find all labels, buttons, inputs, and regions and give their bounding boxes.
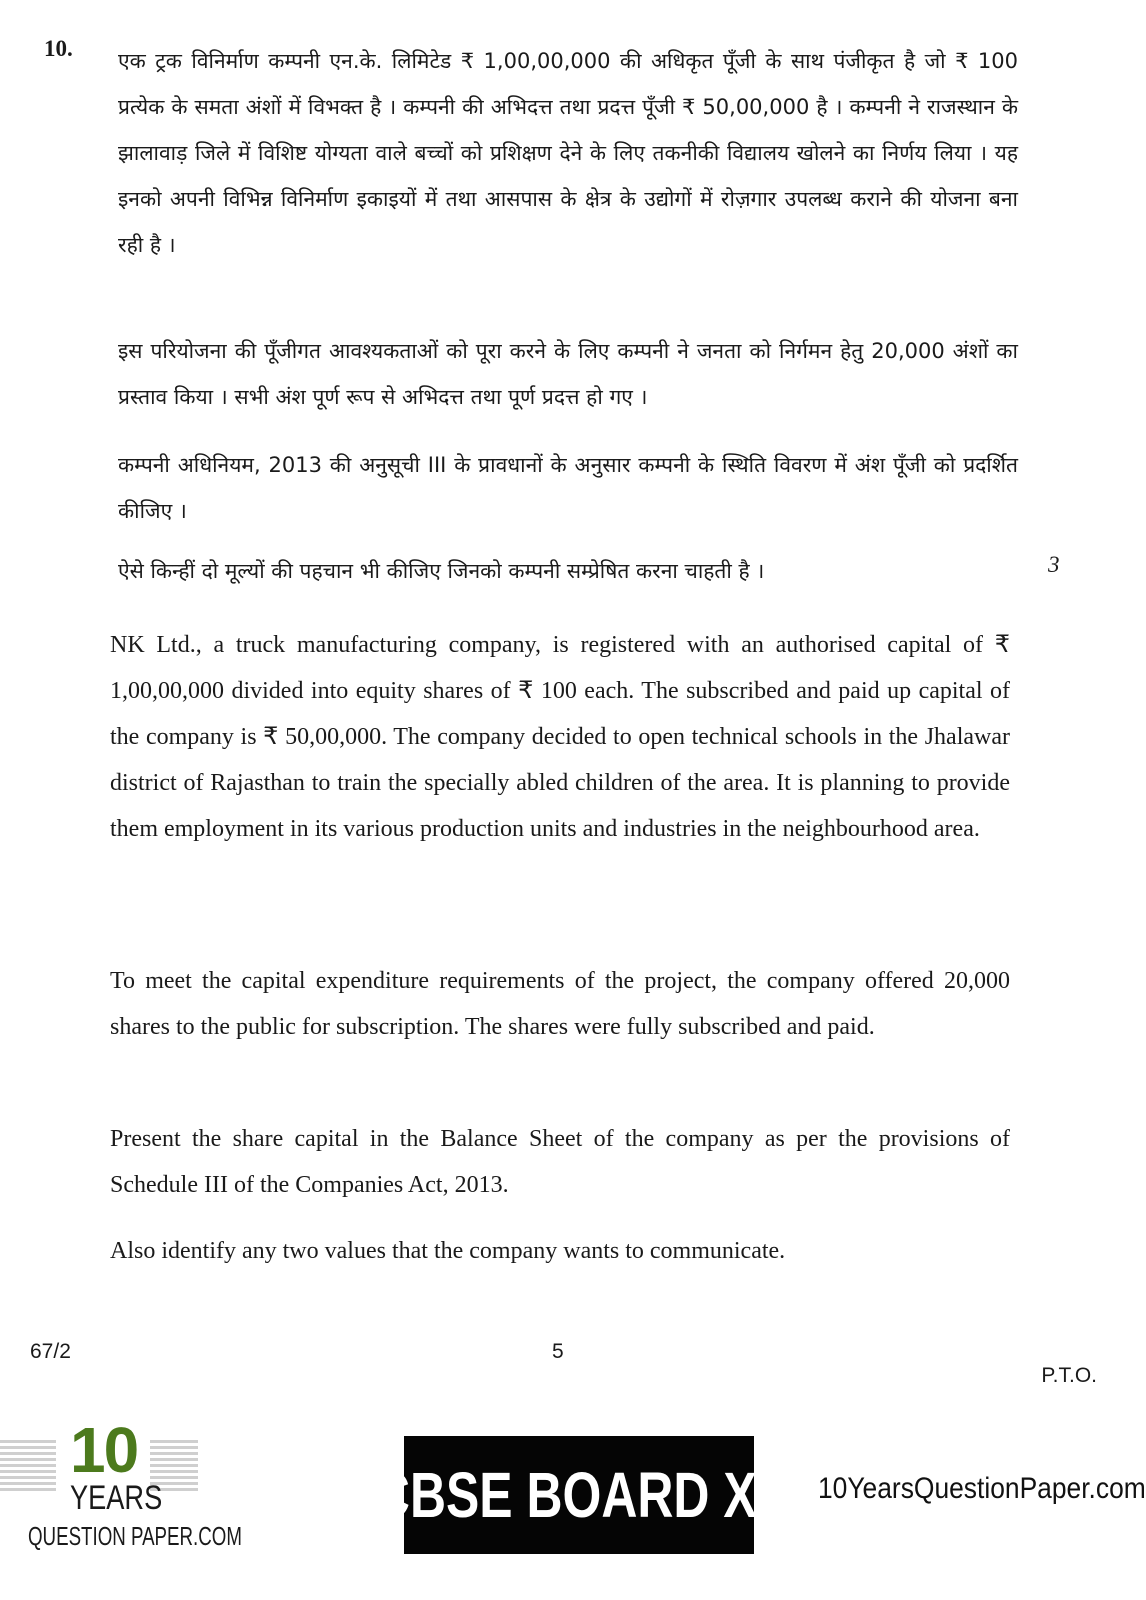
- english-paragraph-1: NK Ltd., a truck manufacturing company, is registered with an authorised capital of ₹ 1,00,00,000 divided into equity shares of ₹ 100 each. The subscribed and paid up capital of the company is ₹ 50,00,000. The company decided to open technical schools in the Jhalawar district of Rajasthan to train the specially abled children of the area. It is planning to provide them employment in its various production units and industries in the neighbourhood area.: [110, 632, 1010, 842]
- hindi-paragraph-3: कम्पनी अधिनियम, 2013 की अनुसूची III के प्रावधानों के अनुसार कम्पनी के स्थिति विवरण में अंश पूँजी को प्रदर्शित कीजिए ।: [118, 453, 1018, 523]
- page-number: 5: [552, 1340, 564, 1363]
- hindi-paragraph-4: ऐसे किन्हीं दो मूल्यों की पहचान भी कीजिए जिनको कम्पनी सम्प्रेषित करना चाहती है ।: [118, 559, 765, 583]
- english-paragraph-4: Also identify any two values that the company wants to communicate.: [110, 1238, 786, 1264]
- question-number: 10.: [44, 36, 73, 61]
- footer-banner: [0, 1414, 1146, 1600]
- logo-site: QUESTION PAPER.COM: [28, 1521, 242, 1551]
- question-marks: 3: [1048, 552, 1060, 577]
- english-paragraph-2: To meet the capital expenditure requirements of the project, the company offered 20,000 shares to the public for subscription. The shares were fully subscribed and paid.: [110, 968, 1010, 1040]
- hindi-paragraph-2: इस परियोजना की पूँजीगत आवश्यकताओं को पूरा करने के लिए कम्पनी ने जनता को निर्गमन हेतु 20,000 अंशों का प्रस्ताव किया । सभी अंश पूर्ण रूप से अभिदत्त तथा पूर्ण प्रदत्त हो गए ।: [118, 339, 1018, 409]
- english-paragraph-3: Present the share capital in the Balance Sheet of the company as per the provisions of Schedule III of the Companies Act, 2013.: [110, 1126, 1010, 1198]
- logo-number: 10: [70, 1414, 138, 1486]
- logo-years: YEARS: [70, 1479, 163, 1517]
- pto-label: P.T.O.: [1041, 1364, 1097, 1387]
- board-title: CBSE BOARD XII: [373, 1459, 785, 1531]
- hindi-paragraph-1: एक ट्रक विनिर्माण कम्पनी एन.के. लिमिटेड ₹ 1,00,00,000 की अधिकृत पूँजी के साथ पंजीकृत है जो ₹ 100 प्रत्येक के समता अंशों में विभक्त है । कम्पनी की अभिदत्त तथा प्रदत्त पूँजी ₹ 50,00,000 है । कम्पनी ने राजस्थान के झालावाड़ जिले में विशिष्ट योग्यता वाले बच्चों को प्रशिक्षण देने के लिए तकनीकी विद्यालय खोलने का निर्णय लिया । यह इनको अपनी विभिन्न विनिर्माण इकाइयों में तथा आसपास के क्षेत्र के उद्योगों में रोज़गार उपलब्ध कराने की योजना बना रही है ।: [118, 49, 1018, 257]
- site-url-link[interactable]: 10YearsQuestionPaper.com: [818, 1472, 1146, 1505]
- logo-stripes-left: [0, 1440, 56, 1494]
- board-title-box: [373, 1436, 785, 1554]
- paper-code: 67/2: [30, 1340, 71, 1363]
